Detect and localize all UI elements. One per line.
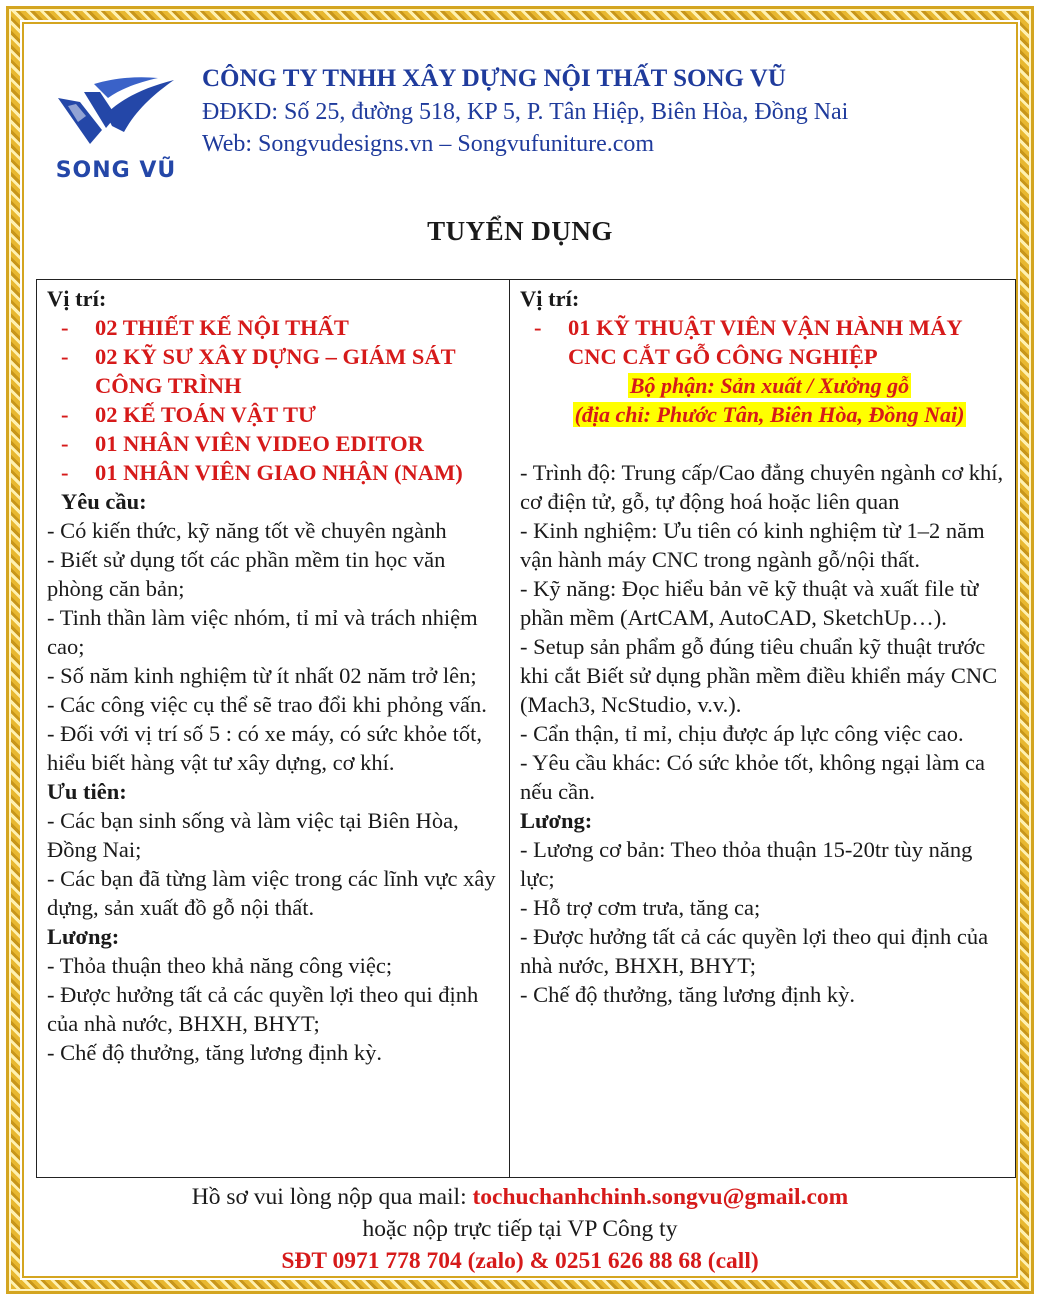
apply-prefix: Hồ sơ vui lòng nộp qua mail: xyxy=(191,1184,473,1210)
salary-line: - Thỏa thuận theo khả năng công việc; xyxy=(47,953,393,978)
requirement-line: - Số năm kinh nghiệm từ ít nhất 02 năm trở lên; xyxy=(47,663,477,688)
list-item: - 01 KỸ THUẬT VIÊN VẬN HÀNH MÁY CNC CẮT GỖ CÔNG NGHIỆP xyxy=(520,313,1007,371)
office-line: hoặc nộp trực tiếp tại VP Công ty xyxy=(362,1216,678,1242)
right-position-list xyxy=(520,313,1007,371)
left-column xyxy=(37,280,510,1177)
list-item: - 01 NHÂN VIÊN VIDEO EDITOR xyxy=(47,429,501,458)
detail-line: - Cẩn thận, tỉ mỉ, chịu được áp lực công việc cao. xyxy=(520,721,964,746)
requirement-line: - Biết sử dụng tốt các phần mềm tin học văn phòng căn bản; xyxy=(47,547,446,601)
detail-line: - Trình độ: Trung cấp/Cao đẳng chuyên ngành cơ khí, cơ điện tử, gỗ, tự động hoá hoặc liên quan xyxy=(520,460,1004,514)
requirement-line: - Các công việc cụ thể sẽ trao đổi khi phỏng vấn. xyxy=(47,692,487,717)
left-position-label: Vị trí: xyxy=(47,286,107,311)
salary-line: - Chế độ thưởng, tăng lương định kỳ. xyxy=(47,1040,383,1065)
right-salary-label: Lương: xyxy=(520,808,593,833)
position-text: 01 NHÂN VIÊN VIDEO EDITOR xyxy=(95,431,424,456)
department-text: Bộ phận: Sản xuất / Xưởng gỗ xyxy=(629,373,910,398)
job-table xyxy=(36,279,1016,1178)
list-item: - 02 KỸ SƯ XÂY DỰNG – GIÁM SÁT CÔNG TRÌNH xyxy=(47,342,501,400)
left-salary-label: Lương: xyxy=(47,924,120,949)
list-item: - 02 THIẾT KẾ NỘI THẤT xyxy=(47,313,501,342)
detail-line: - Kỹ năng: Đọc hiểu bản vẽ kỹ thuật và xuất file từ phần mềm (ArtCAM, AutoCAD, SketchUp…). xyxy=(520,576,979,630)
salary-line: - Được hưởng tất cả các quyền lợi theo qui định của nhà nước, BHXH, BHYT; xyxy=(520,924,989,978)
priority-line: - Các bạn đã từng làm việc trong các lĩnh vực xây dựng, sản xuất đồ gỗ nội thất. xyxy=(47,866,496,920)
requirement-line: - Đối với vị trí số 5 : có xe máy, có sức khỏe tốt, hiểu biết hàng vật tư xây dựng, cơ khí. xyxy=(47,721,483,775)
salary-line: - Được hưởng tất cả các quyền lợi theo qui định của nhà nước, BHXH, BHYT; xyxy=(47,982,479,1036)
salary-line: - Chế độ thưởng, tăng lương định kỳ. xyxy=(520,982,856,1007)
position-text: 02 THIẾT KẾ NỘI THẤT xyxy=(95,315,349,340)
company-info xyxy=(202,62,992,160)
right-position-label: Vị trí: xyxy=(520,286,580,311)
salary-line: - Hỗ trợ cơm trưa, tăng ca; xyxy=(520,895,761,920)
page-title: TUYỂN DỤNG xyxy=(427,216,613,246)
requirement-line: - Có kiến thức, kỹ năng tốt về chuyên ngành xyxy=(47,518,447,543)
location-text: (địa chỉ: Phước Tân, Biên Hòa, Đồng Nai) xyxy=(574,402,965,427)
left-position-list xyxy=(47,313,501,487)
company-address: ĐĐKD: Số 25, đường 518, KP 5, P. Tân Hiệp, Biên Hòa, Đồng Nai xyxy=(202,99,849,125)
company-name: CÔNG TY TNHH XÂY DỰNG NỘI THẤT SONG VŨ xyxy=(202,65,786,92)
position-text: 02 KỸ SƯ XÂY DỰNG – GIÁM SÁT CÔNG TRÌNH xyxy=(95,344,456,398)
list-item: - 02 KẾ TOÁN VẬT TƯ xyxy=(47,400,501,429)
phone-line: SĐT 0971 778 704 (zalo) & 0251 626 88 68 (call) xyxy=(281,1248,759,1274)
salary-line: - Lương cơ bản: Theo thỏa thuận 15-20tr tùy năng lực; xyxy=(520,837,973,891)
right-column xyxy=(510,280,1015,1177)
company-logo xyxy=(50,70,180,190)
position-text: 02 KẾ TOÁN VẬT TƯ xyxy=(95,402,316,427)
apply-line xyxy=(0,1181,1040,1213)
contact-footer xyxy=(0,1181,1040,1277)
position-text: 01 NHÂN VIÊN GIAO NHẬN (NAM) xyxy=(95,460,463,485)
detail-line: - Yêu cầu khác: Có sức khỏe tốt, không ngại làm ca nếu cần. xyxy=(520,750,985,804)
priority-label: Ưu tiên: xyxy=(47,779,127,804)
requirement-line: - Tinh thần làm việc nhóm, tỉ mỉ và trách nhiệm cao; xyxy=(47,605,478,659)
logo-wordmark: SONG VŨ xyxy=(55,158,177,183)
requirements-label: Yêu cầu: xyxy=(61,489,147,514)
detail-line: - Setup sản phẩm gỗ đúng tiêu chuẩn kỹ thuật trước khi cắt Biết sử dụng phần mềm điều khiển máy CNC (Mach3, NcStudio, v.v.). xyxy=(520,634,998,717)
logo-mark-icon xyxy=(50,70,180,160)
department-block xyxy=(532,371,1007,429)
position-text: 01 KỸ THUẬT VIÊN VẬN HÀNH MÁY CNC CẮT GỖ CÔNG NGHIỆP xyxy=(568,315,962,369)
priority-line: - Các bạn sinh sống và làm việc tại Biên Hòa, Đồng Nai; xyxy=(47,808,459,862)
list-item: - 01 NHÂN VIÊN GIAO NHẬN (NAM) xyxy=(47,458,501,487)
detail-line: - Kinh nghiệm: Ưu tiên có kinh nghiệm từ 1–2 năm vận hành máy CNC trong ngành gỗ/nội thất. xyxy=(520,518,985,572)
email-link[interactable]: tochuchanhchinh.songvu@gmail.com xyxy=(472,1184,849,1210)
company-website: Web: Songvudesigns.vn – Songvufuniture.com xyxy=(202,131,655,157)
letterhead xyxy=(50,62,990,192)
